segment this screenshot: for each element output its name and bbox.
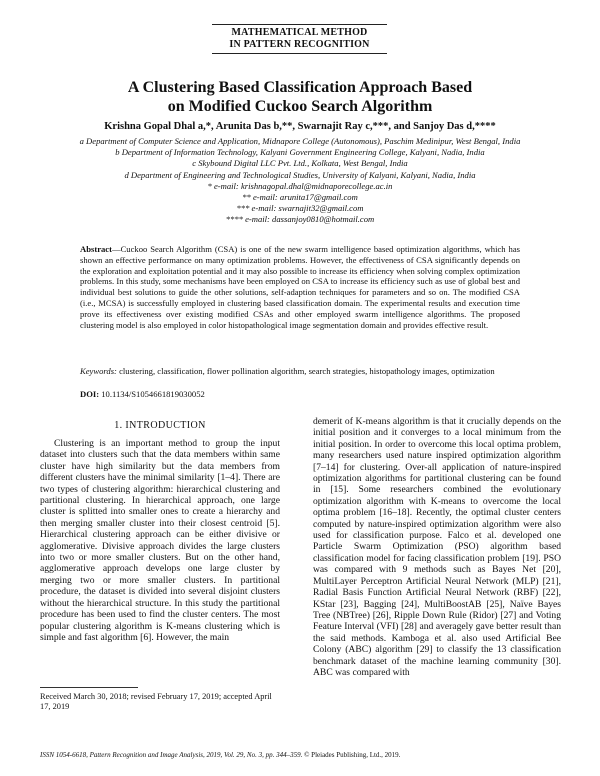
page-footer: [40, 751, 560, 760]
footer-copyright: © Pleiades Publishing, Ltd., 2019.: [302, 751, 401, 759]
paper-title-line2: on Modified Cuckoo Search Algorithm: [167, 98, 433, 115]
received-dates-footnote: Received March 30, 2018; revised February 17, 2019; accepted April 17, 2019: [40, 692, 272, 712]
affiliations: [30, 136, 570, 226]
journal-section-header: [212, 27, 387, 51]
abstract: [80, 244, 520, 330]
affiliation-c: c Skybound Digital LLC Pvt. Ltd., Kolkata, West Bengal, India: [192, 158, 408, 169]
keywords-label: Keywords:: [80, 366, 117, 376]
doi: [80, 389, 520, 400]
footer-issn: ISSN 1054-6618, Pattern Recognition and Image Analysis, 2019, Vol. 29, No. 3, pp. 344–359.: [40, 751, 303, 759]
journal-section-line2: IN PATTERN RECOGNITION: [229, 39, 370, 50]
keywords: [80, 366, 520, 377]
body-text-right-column: demerit of K-means algorithm is that it crucially depends on the initial position and it converges to a local minimum from the initial position. In order to overcome this local optima problem, many researchers used nature inspired optimization algorithm [7–14] for clustering. Over-all application of nature-inspired optimization algorithms for partitional clustering can be found in [15]. Some researchers combined the evolutionary optimization algorithm with K-means to overcome the local optima problem [16–18]. Recently, the optimal cluster centers computed by nature-inspired optimization algorithm were also used for classification purpose. Falco et al. developed one Particle Swarm Optimization (PSO) algorithm based classification model for facing classification problem [19]. PSO was compared with 9 methods such as Bayes Net [20], MultiLayer Perceptron Artificial Neural Network (MLP) [21], Radial Basis Function Artificial Neural Network (RBF) [22], KStar [23], Bagging [24], MultiBoostAB [25], Naïve Bayes Tree (NBTree) [26], Ripple Down Rule (Ridor) [27] and Voting Feature Interval (VFI) [28] and averagely gave better result than the said methods. Kamboga et al. also used Artificial Bee Colony (ABC) algorithm [29] to classify the 13 classification benchmark dataset of the machine learning community [30]. ABC was compared with: [313, 416, 561, 678]
affiliation-a: a Department of Computer Science and Application, Midnapore College (Autonomous), Paschim Medinipur, West Bengal, India: [79, 136, 521, 146]
journal-section-line1: MATHEMATICAL METHOD: [231, 27, 368, 38]
email-2: ** e-mail: arunita17@gmail.com: [242, 192, 358, 203]
paper-title: [40, 78, 560, 116]
header-rule-top: [212, 24, 387, 25]
affiliation-d: d Department of Engineering and Technological Studies, University of Kalyani, Kalyani, Nadia, India: [124, 169, 476, 180]
keywords-text: clustering, classification, flower pollination algorithm, search strategies, histopathology images, optimization: [116, 366, 495, 376]
body-text-left-column: Clustering is an important method to group the input dataset into clusters such that the data members within same cluster have high similarity but the data members from different clusters have the minimal similarity [1–4]. There are two types of clustering algorithm: hierarchical clustering and partitional clustering. In hierarchical approach, one large cluster is splitted into smaller ones to create a hierarchy and then merging smaller cluster into their closest centroid [5]. Hierarchical clustering approach can be either divisive or agglomerative. Divisive approach divides the large clusters into two or more smaller clusters. But on the other hand, agglomerative approach develops one large cluster by merging two or more smaller clusters. In partitional procedure, the dataset is divided into several disjoint clusters without the hierarchical structure. In this study the partitional procedure has been used to find the cluster centers. The most popular clustering algorithm is K-means clustering which is simple and fast algorithm [6]. However, the main: [40, 438, 280, 643]
email-4: **** e-mail: dassanjoy0810@hotmail.com: [225, 214, 375, 225]
abstract-label: Abstract: [80, 244, 112, 254]
email-3: *** e-mail: swarnajit32@gmail.com: [236, 203, 364, 214]
email-1: * e-mail: krishnagopal.dhal@midnaporecollege.ac.in: [207, 180, 393, 191]
footnote-rule: [40, 687, 138, 688]
header-rule-bottom: [212, 53, 387, 54]
paper-title-line1: A Clustering Based Classification Approach Based: [127, 79, 473, 96]
section-heading-introduction: 1. INTRODUCTION: [114, 420, 206, 431]
doi-label: DOI:: [80, 389, 100, 399]
affiliation-b: b Department of Information Technology, Kalyani Government Engineering College, Kalyani, Nadia, India: [115, 147, 485, 158]
doi-value: 10.1134/S1054661819030052: [99, 389, 205, 399]
author-list: Krishna Gopal Dhal a,*, Arunita Das b,**, Swarnajit Ray c,***, and Sanjoy Das d,****: [104, 121, 496, 132]
abstract-text: —Cuckoo Search Algorithm (CSA) is one of the new swarm intelligence based optimization algorithms, which has shown an effective performance on many optimization problems. However, the effectiveness of CSA significantly depends on the exploration and exploitation potential and it may also possible to increase its efficiency when solving complex optimization problems. In this study, some mechanisms have been employed on CSA to increase its efficiency such as use of global best and individual best solutions to guide the other solutions, self-adaption techniques for parameters and so on. The modified CSA (i.e., MCSA) is successfully employed in clustering based classification domain. The experimental results and execution time prove its effectiveness over existing modified CSAs and other employed swarm intelligence algorithms. The proposed clustering model is also employed in color histopathological image segmentation domain and provides effective result.: [80, 244, 520, 330]
